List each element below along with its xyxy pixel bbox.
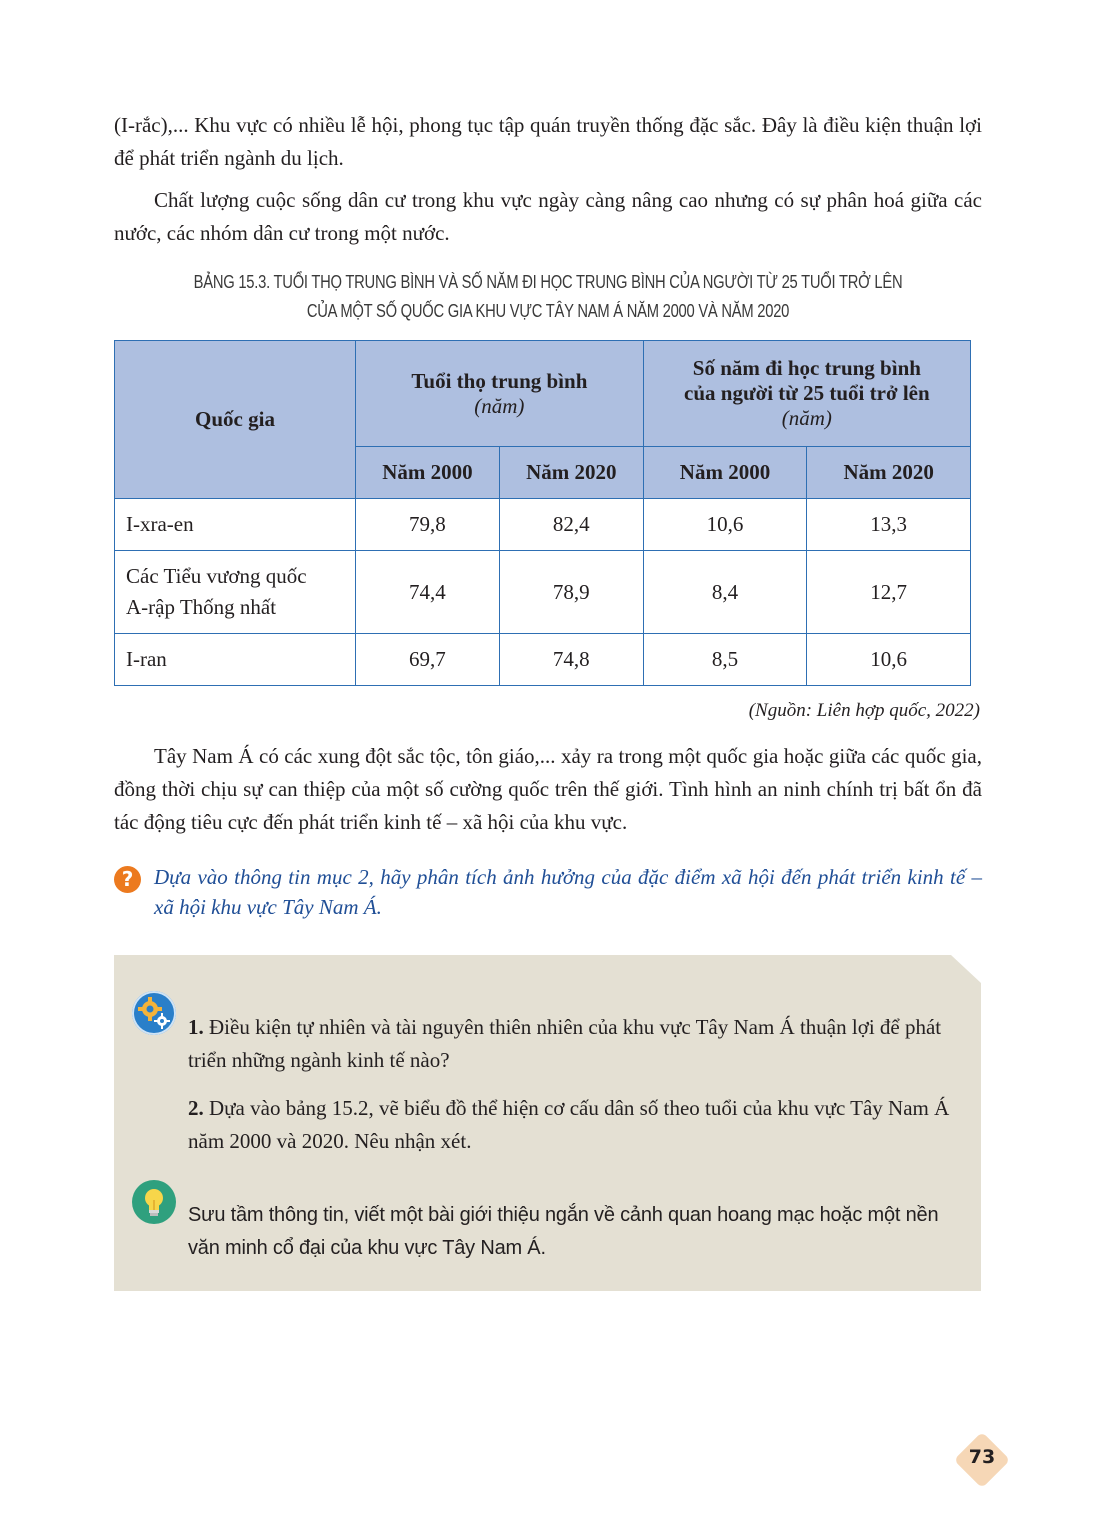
question-text: Dựa vào thông tin mục 2, hãy phân tích ảnh hưởng của đặc điểm xã hội đến phát triển kinh tế – xã hội khu vực Tây Nam Á. — [154, 865, 982, 919]
cell-school-2000: 10,6 — [643, 499, 807, 551]
cell-school-2020: 12,7 — [807, 551, 971, 634]
header-schooling-line1: Số năm đi học trung bình — [692, 356, 921, 380]
practice-item-2-text: Dựa vào bảng 15.2, vẽ biểu đồ thể hiện cơ cấu dân số theo tuổi của khu vực Tây Nam Á năm 2000 và 2020. Nêu nhận xét. — [188, 1096, 950, 1153]
practice-item-1-number: 1. — [188, 1015, 204, 1039]
page-number: 73 — [968, 1446, 996, 1468]
cell-life-2020: 78,9 — [499, 551, 643, 634]
header-schooling-line2: của người từ 25 tuổi trở lên — [684, 381, 930, 405]
cell-country — [115, 551, 356, 634]
cell-country: I-ran — [115, 634, 356, 686]
header-life-unit: (năm) — [474, 393, 525, 418]
cell-school-2020: 13,3 — [807, 499, 971, 551]
table-source: (Nguồn: Liên hợp quốc, 2022) — [748, 700, 980, 721]
caption-line-1: BẢNG 15.3. TUỔI THỌ TRUNG BÌNH VÀ SỐ NĂM ĐI HỌC TRUNG BÌNH CỦA NGƯỜI TỪ 25 TUỔI TRỞ LÊN — [193, 272, 903, 292]
gear-icon — [132, 991, 176, 1035]
cell-life-2000: 79,8 — [355, 499, 499, 551]
cell-life-2000: 74,4 — [355, 551, 499, 634]
header-schooling — [643, 341, 970, 447]
cell-life-2020: 82,4 — [499, 499, 643, 551]
cell-school-2000: 8,5 — [643, 634, 807, 686]
cell-life-2020: 74,8 — [499, 634, 643, 686]
data-table — [114, 340, 971, 686]
header-life-label: Tuổi thọ trung bình — [411, 368, 588, 393]
header-school-2000: Năm 2000 — [643, 447, 807, 499]
apply-text: Sưu tầm thông tin, viết một bài giới thiệu ngắn về cảnh quan hoang mạc hoặc một nền văn minh cổ đại của khu vực Tây Nam Á. — [188, 1204, 939, 1259]
paragraph-1: (I-rắc),... Khu vực có nhiều lễ hội, phong tục tập quán truyền thống đặc sắc. Đây là điều kiện thuận lợi để phát triển ngành du lịch. — [114, 113, 982, 170]
header-life-expectancy — [355, 341, 643, 447]
question-icon: ? — [114, 866, 141, 893]
header-country: Quốc gia — [115, 341, 356, 499]
question-block — [114, 862, 982, 922]
header-life-2000: Năm 2000 — [355, 447, 499, 499]
cell-country-line1: Các Tiểu vương quốc — [126, 564, 307, 588]
practice-item-2 — [188, 1092, 968, 1158]
practice-item-1 — [188, 1011, 968, 1077]
cell-country-line2: A-rập Thống nhất — [126, 595, 277, 619]
table-row — [115, 634, 971, 686]
practice-item-2-number: 2. — [188, 1096, 204, 1120]
header-life-2020: Năm 2020 — [499, 447, 643, 499]
paragraph-3: Tây Nam Á có các xung đột sắc tộc, tôn giáo,... xảy ra trong một quốc gia hoặc giữa các quốc gia, đồng thời chịu sự can thiệp của một số cường quốc trên thế giới. Tình hình an ninh chính trị bất ổn đã tác động tiêu cực đến phát triển kinh tế – xã hội của khu vực. — [114, 744, 982, 834]
cell-life-2000: 69,7 — [355, 634, 499, 686]
cell-school-2000: 8,4 — [643, 551, 807, 634]
header-schooling-unit: (năm) — [781, 406, 832, 430]
lightbulb-icon — [132, 1180, 176, 1224]
cell-school-2020: 10,6 — [807, 634, 971, 686]
practice-item-1-text: Điều kiện tự nhiên và tài nguyên thiên nhiên của khu vực Tây Nam Á thuận lợi để phát triển những ngành kinh tế nào? — [188, 1015, 942, 1072]
header-school-2020: Năm 2020 — [807, 447, 971, 499]
caption-line-2: CỦA MỘT SỐ QUỐC GIA KHU VỰC TÂY NAM Á NĂM 2000 VÀ NĂM 2020 — [306, 301, 790, 321]
table-row — [115, 499, 971, 551]
cell-country: I-xra-en — [115, 499, 356, 551]
table-caption — [192, 268, 904, 326]
paragraph-2: Chất lượng cuộc sống dân cư trong khu vực ngày càng nâng cao nhưng có sự phân hoá giữa các nước, các nhóm dân cư trong một nước. — [114, 188, 982, 245]
table-row — [115, 551, 971, 634]
